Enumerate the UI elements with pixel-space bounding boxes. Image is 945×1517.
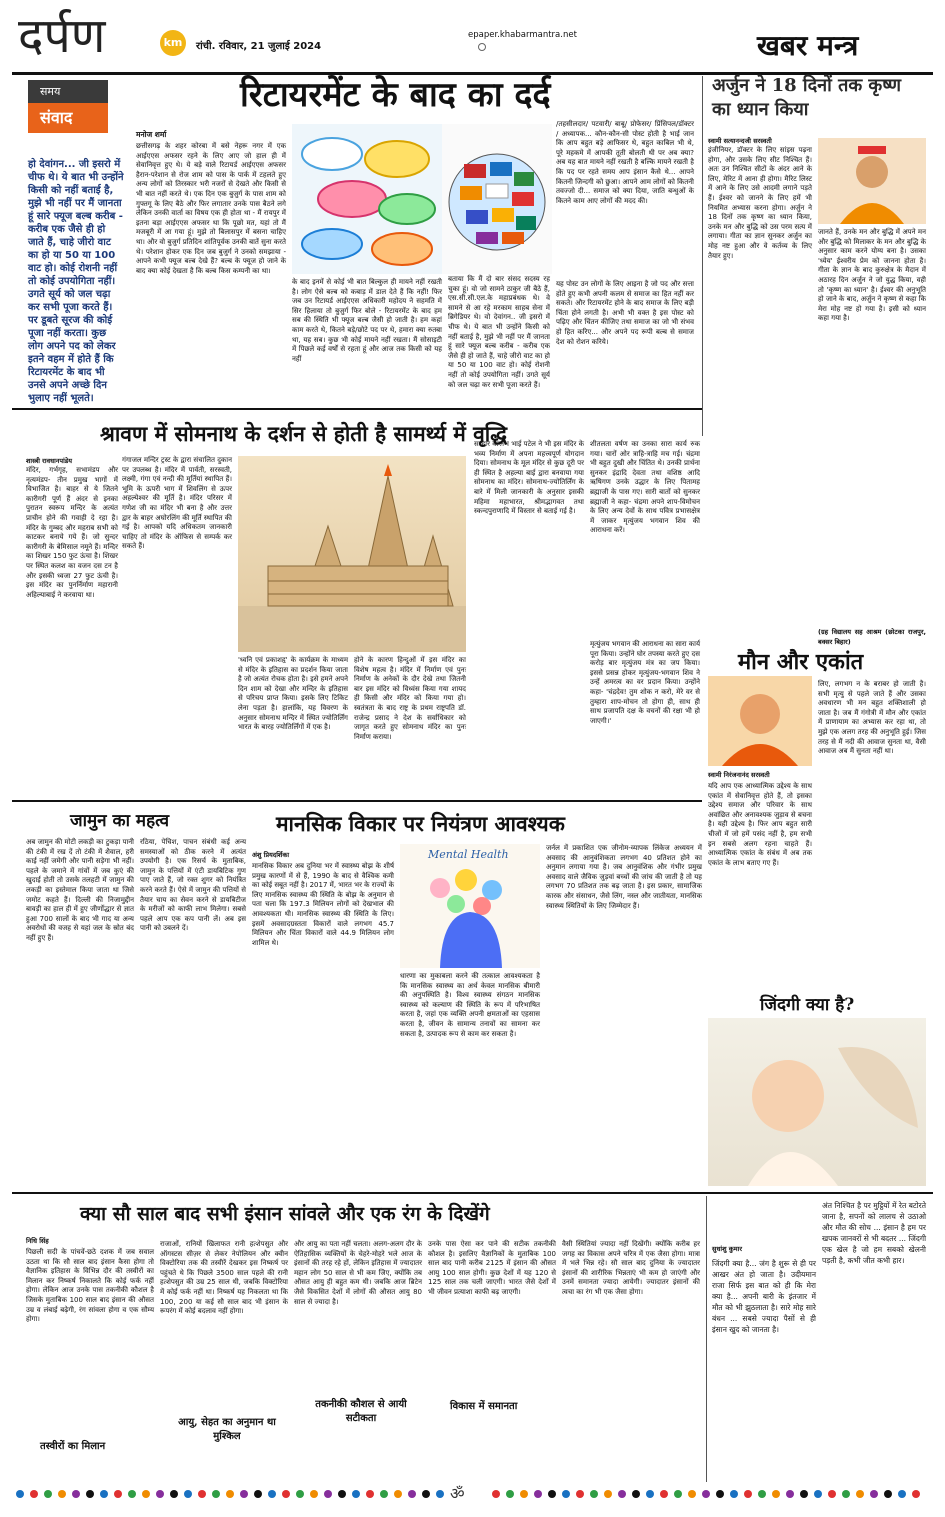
article2-col6: शीतलता वर्षण का उनका सारा कार्य रुक गया। चारों ओर त्राहि-त्राहि मच गई। चंद्रमा भी बहुत दुखी और चिंतित थे। उनकी प्रार्थना सुनकर इंद्रादि देवता तथा वशिष्ठ आदि ऋषिगण उनके उद्धार के लिए पितामह ब्रह्माजी के पास गए। सारी बातों को सुनकर ब्रह्माजी ने कहा- चंद्रमा अपने शाप-विमोचन के लिए अन्य देवों के साथ पवित्र प्रभासक्षेत्र में जाकर मृत्युंजय भगवान शिव की आराधना करें। xyxy=(590,440,700,535)
article2-author: शास्त्री रावधानपांडेय xyxy=(26,457,73,465)
maun-col1: यदि आप एक आध्यात्मिक उद्देश्य के साथ एकांत में सेवानिवृत्त होते हैं, तो इसका उद्देश्य समाज और परिवार के साथ अवांछित और अनावश्यक जुड़ाव से बचना है। यही उद्देश्य है। फिर आप बहुत सारी चीजों में जो हमें पसंद नहीं है, हम सभी इन सबसे अलग रहना चाहते हैं। आध्यात्मिक एकांत के संबंध में अब तक एकांत के लाभ बताए गए हैं। xyxy=(708,782,812,867)
temple-icon xyxy=(238,456,466,652)
footer-dot xyxy=(772,1490,780,1498)
footer-dot xyxy=(604,1490,612,1498)
article1-col3: बताया कि मैं दो बार संसद सदस्य रह चुका हूं। वो जो सामने ठाकुर जी बैठे हैं, एस.सी.सी.एल.के महाप्रबंधक थे। वे सामने से आ रहे मरकाम साहब सेना में ब्रिगेडियर थे। वो देवांगन.. जी इसरो में चीफ थे। ये बात भी उन्होंने किसी को नहीं बताई है, मुझे भी नहीं पर मैं जानता हूं सारे फ्यूज बल्ब करीब - करीब एक जैसे ही हो जाते हैं, चाहे जीरो वाट का हो या 50 या 100 वाट हो। कोई रोशनी नहीं तो कोई उपयोगिता नहीं। उगते सूर्य को जल चढ़ा कर सभी पूजा करते हैं। xyxy=(448,275,550,389)
footer-dot xyxy=(170,1490,178,1498)
article2-col5: सरदार वल्लभ भाई पटेल ने भी इस मंदिर के भव्य निर्माण में अपना महत्त्वपूर्ण योगदान दिया। सोमनाथ के मूल मंदिर से कुछ दूरी पर ही स्थित है अहल्या बाई द्वारा बनवाया गया सोमनाथ का मंदिर। सोमनाथ-ज्योतिर्लिंग के बारे में मिली जानकारी के अनुसार इसकी महिमा महाभारत, श्रीमद्भागवत तथा स्कन्दपुराणादि में विस्तार से बताई गई है। xyxy=(474,440,584,516)
footer-dot xyxy=(590,1490,598,1498)
masthead xyxy=(0,0,945,72)
footer-dot xyxy=(674,1490,682,1498)
footer-dot xyxy=(380,1490,388,1498)
article4-author: निधि सिंह xyxy=(26,1237,49,1245)
footer-dot xyxy=(828,1490,836,1498)
footer-symbol: ॐ xyxy=(450,1484,465,1503)
article2-col1: मंदिर, गर्भगृह, सभामंडप और नृत्यमंडप- तीन प्रमुख भागों में विभाजित है। बाहर से ये जितने कारीगरी पूर्ण हैं अंदर से इनका पुरातन स्वरूप मन्दिर के अत्यंत प्राचीन होने की गवाही दे रहा है। मंदिर के गुम्बद और महराब सभी को काटकर बनाये गये हैं। जो सुन्दर कारीगरी के बेमिसाल नमूने हैं। मन्दिर का शिखर 150 फुट ऊंचा है। शिखर पर स्थित कलश का वजन दस टन है और इसकी ध्वजा 27 फुट ऊंची है। इस मंदिर का पुनर्निर्माण महारानी अहिल्याबाई ने करवाया था। xyxy=(26,466,118,599)
article1-author: मनोज शर्मा xyxy=(136,130,167,139)
footer-dot xyxy=(268,1490,276,1498)
poem-col1: जिंदगी क्या है... जंग है शुरू से ही पर आखर अंत हो जाता है। उदीयमान राजा सिर्फ इस बात को ही कि मेरा क्या है... अपनी बारी के इंतजार में मौत को भी झुठलाता है। सारे मोह सारे बंधन ... सबसे ज्यादा पैसों से ही इंसान खुद को जानता है। xyxy=(712,1259,816,1334)
footer-dot xyxy=(758,1490,766,1498)
zindagi-headline: जिंदगी क्या है? xyxy=(760,995,855,1015)
website-url[interactable]: epaper.khabarmantra.net xyxy=(468,30,577,40)
footer-dot xyxy=(142,1490,150,1498)
footer-dot xyxy=(44,1490,52,1498)
footer-dot xyxy=(408,1490,416,1498)
article1-speech-bubbles-image xyxy=(292,124,442,274)
footer-dot xyxy=(394,1490,402,1498)
portrait-icon xyxy=(818,138,926,224)
decoration-dots xyxy=(468,42,748,52)
footer-dot xyxy=(800,1490,808,1498)
right-top-headline: अर्जुन ने 18 दिनों तक कृष्ण का ध्यान किया xyxy=(712,75,902,120)
footer-dot xyxy=(240,1490,248,1498)
jamun-headline: जामुन का महत्व xyxy=(70,811,170,831)
article4-col1: पिछली सदी के पांचवें-छठे दशक में जब सवाल उठता था कि सौ साल बाद इंसान कैसा होगा तो वैज्ञानिक इतिहास के विभिन्न दौर की तस्वीरों का मिलान कर निष्कर्ष निकालते कि कोई फर्क नहीं होगा। लेकिन आज उनके पास तकनीकी कौशल है जिसके मुताबिक 100 साल बाद इंसान की औसत उम्र व लंबाई बढ़ेगी, रंग सांवला होगा व एक सौम्य होगा। xyxy=(26,1248,154,1324)
baby-photo xyxy=(708,1018,926,1186)
mental-health-image xyxy=(400,844,540,968)
samvad-label: संवाद xyxy=(28,103,108,133)
article4-subhead-2: आयु, सेहत का अनुमान था मुश्किल xyxy=(178,1417,276,1442)
swami-photo xyxy=(818,138,926,224)
footer-dot xyxy=(352,1490,360,1498)
brand-name: खबर मन्त्र xyxy=(757,29,859,62)
article1-col2: के बाद इनमें से कोई भी बात बिल्कुल ही मायने नहीं रखती है। लोग ऐसे बल्ब को कबाड़ में डाल देते हैं कि नहीं! फिर जब उन रिटायर्ड आईएएस अधिकारी महोदय ने सहमति में सिर हिलाया तो बुजुर्ग फिर बोले - रिटायरमेंट के बाद हम सब की स्थिति भी फ्यूज बल्ब जैसी हो जाती है। हम कहां काम करते थे, कितने बड़े/छोटे पद पर थे, हमारा क्या रुतबा था, यह सब। कुछ भी कोई मायने नहीं रखता। मैं सोसाइटी में पिछले कई वर्षों से रहता हूं और आज तक किसी को यह नहीं xyxy=(292,278,442,363)
footer-dot xyxy=(534,1490,542,1498)
footer-dot xyxy=(520,1490,528,1498)
article2-headline: श्रावण में सोमनाथ के दर्शन से होती है सामर्थ्य में वृद्धि xyxy=(100,421,508,446)
footer-dot xyxy=(100,1490,108,1498)
footer-dot xyxy=(86,1490,94,1498)
footer-dot xyxy=(912,1490,920,1498)
article4-col5: वैसी स्थितियां ज्यादा नहीं दिखेंगी। क्योंकि करीब हर जगह का विकास अपने चरित्र में एक जैसा होगा। मात्रा में भले भिन्न रहे। सौ साल बाद दुनिया के ज्यादातर इंसानों की शारीरिक भिन्नताएं भी कम हो जाएंगी और उनमें समानता ज्यादा आयेगी। ज्यादातर इंसानों की त्वचा का रंग भी एक जैसा होगा। xyxy=(562,1240,700,1296)
maun-col2: लिए, लगभग न के बराबर हो जाती है। सभी मृत्यु से पहले जाते हैं और उसका अवधारण भी मन बहुत शक्तिशाली हो जाता है। जब मैं गंगोत्री में मौन और एकांत में प्राणायाम का अभ्यास कर रहा था, तो मुझे एक अलग तरह की अनुभूति हुई। जिस तरह से मैं नदी की आवाज सुनता था, वैसी आवाज अब मैं सुनता नहीं था। xyxy=(818,680,926,756)
portrait-icon xyxy=(708,676,812,766)
article4-subhead-4: विकास में समानता xyxy=(450,1401,518,1412)
article2-col7: मृत्युंजय भगवान की आराधना का सारा कार्य पूरा किया। उन्होंने घोर तपस्या करते हुए दस करोड़ बार मृत्युंजय मंत्र का जप किया। इससे प्रसन्न होकर मृत्युंजय-भगवान शिव ने उन्हें अमरत्व का वर प्रदान किया। उन्होंने कहा- 'चंद्रदेव! तुम शोक न करो, मेरे वर से तुम्हारा शाप-मोचन तो होगा ही, साथ ही साथ प्रजापति दक्ष के वचनों की रक्षा भी हो जाएगी।' xyxy=(590,640,701,725)
footer-dot xyxy=(184,1490,192,1498)
article3-author: अंशु प्रियदर्शिका xyxy=(252,851,290,859)
footer-dot xyxy=(898,1490,906,1498)
column-divider xyxy=(702,76,703,436)
right-top-author: स्वामी सत्यानन्दजी सरस्वती xyxy=(708,137,772,145)
footer-dot xyxy=(156,1490,164,1498)
footer-dot xyxy=(436,1490,444,1498)
footer-dot xyxy=(870,1490,878,1498)
footer-dot xyxy=(632,1490,640,1498)
footer-dot xyxy=(702,1490,710,1498)
footer-dot xyxy=(296,1490,304,1498)
footer-color-bar xyxy=(12,1484,933,1504)
article4-headline: क्या सौ साल बाद सभी इंसान सांवले और एक रंग के दिखेंगे xyxy=(80,1203,490,1225)
right-top-col2: जानते हैं, उनके मन और बुद्धि में अपने मन और बुद्धि को मिलाकर के मन और बुद्धि के अनुसार काम करने योग्य बना है। उसका 'ध्येय' ईश्वरीय प्रेम को जानना होता है। गीता के ज्ञान के बाद कुरुक्षेत्र के मैदान में अठारह दिन अर्जुन ने जो युद्ध किया, वही तो 'कृष्ण का ध्यान' है। ईश्वर की अनुभूति हो जाने के बाद, अर्जुन ने कृष्ण से कहा कि मेरा मोह नष्ट हो गया है। इसी को ध्यान कहा गया है। xyxy=(818,228,926,323)
logo-text: km xyxy=(163,36,183,49)
footer-dot xyxy=(562,1490,570,1498)
footer-dot xyxy=(786,1490,794,1498)
footer-dot xyxy=(366,1490,374,1498)
section-rule-3 xyxy=(12,1192,933,1194)
maun-author: स्वामी निरंजनानंद सरस्वती xyxy=(708,771,770,779)
footer-dot xyxy=(548,1490,556,1498)
footer-dot xyxy=(730,1490,738,1498)
article4-col2: राजाओं, रानियों खिलाफत रानी हत्शेपसुत और ऑगस्टस सीज़र से लेकर नेपोलियन और क्वीन विक्टोरिया तक की तस्वीरें देखकर इस निष्कर्ष पर पहुंचते थे कि पिछले 3500 साल पहले की रानी हत्शेपसुत की उम्र 25 साल थी, जबकि विक्टोरिया में कोई फर्क नहीं था। निष्कर्ष यह निकलता था कि 100, 200 या कई सौ साल बाद भी इंसान के रूपरंग में कोई बदलाव नहीं होगा। xyxy=(160,1240,288,1316)
footer-dot xyxy=(576,1490,584,1498)
footer-dot xyxy=(338,1490,346,1498)
article1-headline: रिटायरमेंट के बाद का दर्द xyxy=(240,75,551,115)
footer-dot xyxy=(72,1490,80,1498)
speech-bubbles-icon xyxy=(292,124,442,274)
article3-col3: जर्नल में प्रकाशित एक जीनोम-व्यापक लिंकेज अध्ययन में अवसाद की आनुवंशिकता लगभग 40 प्रतिशत होने का अनुमान लगाया गया है। जब आनुवंशिक और गंभीर प्रमुख अवसाद वाले जैविक जुड़वां बच्चों की जांच की जाती है तो यह लगभग 70 प्रतिशत तक बढ़ जाता है। इस प्रकार, सामाजिक कारक और संसाधन, जैसे लिंग, नस्ल और जातीयता, मानसिक स्वास्थ्य स्थितियों के लिए जिम्मेदार हैं। xyxy=(546,844,702,910)
footer-dot xyxy=(324,1490,332,1498)
footer-dot xyxy=(884,1490,892,1498)
logo-icon xyxy=(160,30,186,56)
footer-dot xyxy=(646,1490,654,1498)
place-date: रांची. रविवार, 21 जुलाई 2024 xyxy=(196,41,322,52)
article3-col1: मानसिक विकार अब दुनिया भर में स्वास्थ्य बोझ के शीर्ष प्रमुख कारणों में से हैं, 1990 के बाद से वैश्विक कमी का कोई सबूत नहीं है। 2017 में, भारत भर के राज्यों के लिए मानसिक स्वास्थ्य की स्थिति के बोझ के अनुमान से पता चला कि 197.3 मिलियन लोगों को देखभाल की आवश्यकता थी। मानसिक स्वास्थ्य की स्थिति के लिए। इसमें अवसादग्रस्तता विकारों वाले लगभग 45.7 मिलियन और चिंता विकारों वाले 44.9 मिलियन लोग शामिल थे। xyxy=(252,862,394,947)
article1-col1: छत्तीसगढ़ के शहर कोरबा में बसे नेहरू नगर में एक आईएएस अफसर रहने के लिए आए जो हाल ही में सेवानिवृत्त हुए थे। ये बड़े वाले रिटायर्ड आईएएस अफसर हैरान-परेशान से रोज शाम को पास के पार्क में टहलते हुए अन्य लोगों को तिरस्कार भरी नजरों से देखते और किसी से भी बात नहीं करते थे। एक दिन एक बुजुर्ग के पास शाम को गुफ्तगू के लिए बैठे और फिर लगातार उनके पास बैठने लगे लेकिन उनकी वार्ता का विषय एक ही होता था - मैं रायपुर में इतना बड़ा आईएएस अफसर था कि पूछो मत, यहां तो मैं मजबूरी में आ गया हूं। मुझे तो बिलासपुर में बसना चाहिए था। और वो बुजुर्ग प्रतिदिन शांतिपूर्वक उनकी बातें सुना करते थे। परेशान होकर एक दिन जब बुजुर्ग ने उनको समझाया - आपने कभी फ्यूज बल्ब देखे हैं? बल्ब के फ्यूज हो जाने के बाद क्या कोई देखता है कि बल्ब किस कम्पनी का था। xyxy=(136,142,287,275)
footer-dot xyxy=(254,1490,262,1498)
article3-headline: मानसिक विकार पर नियंत्रण आवश्यक xyxy=(276,811,565,836)
footer-dot xyxy=(58,1490,66,1498)
poem-author: सुधांशु कुमार xyxy=(712,1245,742,1253)
footer-dot xyxy=(226,1490,234,1498)
column-divider-2 xyxy=(706,1196,707,1482)
footer-dot xyxy=(422,1490,430,1498)
footer-dot xyxy=(744,1490,752,1498)
footer-dot xyxy=(688,1490,696,1498)
article1-col5: यह पोस्ट उन लोगों के लिए आइना है जो पद और सत्ता होते हुए कभी अपनी कलम से समाज का हित नहीं कर सकते। और रिटायरमेंट होने के बाद समाज के लिए बड़ी चिंता होने लगती है। अभी भी वक्त है इस पोस्ट को पढ़िए और चिंतन कीजिए तथा समाज का जो भी संभव हो हित करिए... और अपने पद रूपी बल्ब से समाज देश को रोशन करिये। xyxy=(556,280,694,346)
section-rule xyxy=(12,408,702,410)
article1-col4: /तहसीलदार/ पटवारी/ बाबू/ प्रोफेसर/ प्रिंसिपल/डॉक्टर / अध्यापक... कौन-कौन-सी पोस्ट होती है भाई जान कि आप बहुत बड़े आफिसर थे, बहुत काबिल भी थे, पूरे महकमे में आपकी तूती बोलती थी पर अब क्या? अब यह बात मायने नहीं रखती है बल्कि मायने रखती है कि पद पर रहते समय आप इंसान कैसे थे... आपने कितनी जिन्दगी को छुआ। आपने आम लोगों को कितनी तवज्जो दी... समाज को क्या दिया, जाति बन्धुओं के कितने काम आए लोगों की मदद की। xyxy=(556,120,694,205)
footer-dot xyxy=(30,1490,38,1498)
article2-col4: होने के कारण हिन्दुओं में इस मंदिर का विशेष महत्व है। मंदिर में निर्माण एवं पुनः निर्माण के अनेकों के दौर देखे तथा जितनी बार इस मंदिर को विध्वंस किया गया शायद ही किसी और मंदिर को किया गया हो। स्वतंत्रता के बाद राष्ट्र के प्रथम राष्ट्रपति डॉ. राजेन्द्र प्रसाद ने देश के सर्वाधिकार को जागृत करते हुए सोमनाथ मंदिर का पुनः निर्माण कराया। xyxy=(354,656,466,741)
baby-icon xyxy=(708,1018,926,1186)
jamun-col2: रठिया, पेचिश, पाचन संबंधी कई अन्य समस्याओं को ठीक करने में अत्यंत उपयोगी है। एक रिसर्च के मुताबिक, जामुन के पत्तियों में एंटी डायबिटिक गुण पाए जाते हैं, जो रक्त शुगर को नियंत्रित करने करते हैं। ऐसे में जामुन की पत्तियों से तैयार चाय का सेवन करने से डायबिटीज के मरीजों को काफी लाभ मिलेगा। सबसे पहले आप एक कप पानी लें। अब इस पानी को उबलने दें। xyxy=(140,838,246,933)
article4-subhead-3: तकनीकी कौशल से आयी सटीकता xyxy=(315,1399,407,1424)
mental-health-label: Mental Health xyxy=(428,848,509,861)
footer-dot xyxy=(114,1490,122,1498)
footer-dot xyxy=(842,1490,850,1498)
maun-headline: मौन और एकांत xyxy=(738,649,864,675)
brain-flowers-icon xyxy=(400,844,540,968)
article2-col3: 'ध्वनि एवं प्रकाशहृ' के कार्यक्रम के माध्यम से मंदिर के इतिहास का प्रदर्शन किया जाता है जो अत्यंत रोचक होता है। इसे हमने अपने दिन शाम को देखा और मन्दिर के इतिहास से परिचय प्राप्त किया। इसके लिए टिकिट लेना पड़ता है। हालांकि, यह विवरण के अनुसार सोमनाथ मन्दिर में स्थित ज्योतिर्लिंग भारत के बारह ज्योतिर्लिंगों में एक है। xyxy=(238,656,348,732)
jamun-col1: अब जामुन की मोटी लकड़ी का टुकड़ा पानी की टंकी में रख दें तो टंकी में शैवाल, हरी काई नहीं जमेगी और पानी सड़ेगा भी नहीं। पहले के जमाने में गांवों में जब कुएं की खुदाई होती तो उसके तलहटी में जामुन की लकड़ी का इस्तेमाल किया जाता था जिसे जमोट कहते हैं। दिल्ली की निजामुद्दीन बावड़ी का हाल ही में हुए जीर्णोद्धार से ज्ञात हुआ 700 सालों के बाद भी गाद या अन्य अवरोधों की वजह से यहां जल के स्रोत बंद नहीं हुए हैं। xyxy=(26,838,134,942)
footer-dot xyxy=(310,1490,318,1498)
color-dots-strip xyxy=(12,1484,933,1504)
footer-dot xyxy=(856,1490,864,1498)
article2-col2: गंगाजल मन्दिर ट्रस्ट के द्वारा संचालित दुकान पर उपलब्ध है। मंदिर में पार्वती, सरस्वती, लक्ष्मी, गंगा एवं नन्दी की मूर्तियां स्थापित हैं। भूमि के ऊपरी भाग में शिवलिंग से ऊपर अहल्येश्वर की मूर्ति है। मंदिर परिसर में गणेश जी का मंदिर भी बना है और उत्तर द्वार के बाहर अघोरलिंग की मूर्ति स्थापित की गई है। आपको यदि अधिकतम जानकारी चाहिए तो मंदिर के ऑफिस से सम्पर्क कर सकते हैं। xyxy=(122,456,232,551)
article4-subhead-1: तस्वीरों का मिलान xyxy=(40,1441,106,1452)
footer-dot xyxy=(506,1490,514,1498)
somnath-temple-photo xyxy=(238,456,466,652)
article4-col3: और आयु का पता नहीं चलता। अलग-अलग दौर के ऐतिहासिक व्यक्तियों के चेहरे-मोहरे भले आज के इंसानों की तरह रहे हों, लेकिन इतिहास में ज्यादातर महान लोग 50 साल से भी कम जिए, क्योंकि तब औसत आयु ही बहुत कम थी। जबकि आज ब्रिटेन जैसे विकसित देशों में लोगों की औसत आयु 80 साल से ज्यादा है। xyxy=(294,1240,422,1306)
samay-label: समय xyxy=(28,80,108,103)
masthead-title: दर्पण xyxy=(18,8,106,64)
footer-dot xyxy=(716,1490,724,1498)
samay-samvad-box xyxy=(28,80,108,130)
section-rule-2 xyxy=(12,800,702,802)
footer-dot xyxy=(128,1490,136,1498)
footer-dot xyxy=(282,1490,290,1498)
footer-dot xyxy=(660,1490,668,1498)
maun-swami-photo xyxy=(708,676,812,766)
footer-dot xyxy=(198,1490,206,1498)
article3-col2: धारणा का मुकाबला करने की तत्काल आवश्यकता है कि मानसिक स्वास्थ्य का अर्थ केवल मानसिक बीमारी की अनुपस्थिति है। विश्व स्वास्थ्य संगठन मानसिक स्वास्थ्य को कल्याण की स्थिति के रूप में परिभाषित करता है, जहां एक व्यक्ति अपनी क्षमताओं का एहसास करता है, जीवन के सामान्य तनावों का सामना कर सकता है, उत्पादक रूप से काम कर सकता है। xyxy=(400,972,540,1038)
article4-col4: उनके पास ऐसा कर पाने की सटीक तकनीकी कौशल है। इसलिए वैज्ञानिकों के मुताबिक 100 साल बाद पानी करीब 2125 में इंसान की औसत आयु 100 साल होगी। कुछ देशों में यह 120 से 125 साल तक चली जाएगी। भारत जैसे देशों में भी जीवन प्रत्याशा काफी बढ़ जाएगी। xyxy=(428,1240,556,1296)
footer-dot xyxy=(618,1490,626,1498)
right-top-footer: (ग्रह विद्यालय सह आश्रम (छोटका राजपुर, बक्सर बिहार) xyxy=(818,628,926,646)
footer-dot xyxy=(212,1490,220,1498)
footer-dot xyxy=(492,1490,500,1498)
right-top-col1: इंजीनियर, डॉक्टर के लिए सांइस पढ़ना होगा, और उसके लिए सीट निश्चित हैं। अतः उन निश्चित सीटों के अंदर आने के लिए, मेरिट में आना ही होगा। मैरिट लिस्ट में आने के लिए उसे आदमी लगाने पड़ते हैं। ईश्वर को जानने के लिए हमें भी नियमित अभ्यास करना होगा। अर्जुन ने 18 दिनों तक कृष्ण का ध्यान किया, उनके मन और बुद्धि को उस परम सत्य में लगाया। गीता का ज्ञान सुनकर अर्जुन का मोह नष्ट हुआ और वे कर्तव्य के लिए तैयार हुए। xyxy=(708,146,812,260)
poem-col2: अंत निश्चित है पर मुट्ठियों में रेत बटोरते जाना है, सपनों को लालच से उठाओ और मौत की सोच ... इंसान है हम पर खपक जानवरों से भी बदतर ... जिंदगी एक खेल है जो हम सबको खेलनी पड़ती है, कभी जीत कभी हार। xyxy=(822,1201,927,1265)
footer-dot xyxy=(814,1490,822,1498)
footer-dot xyxy=(16,1490,24,1498)
left-intro-text: हो देवांगन... जी इसरो में चीफ थे। ये बात भी उन्होंने किसी को नहीं बताई है, मुझे भी नहीं पर मैं जानता हूं सारे फ्यूज बल्ब करीब - करीब एक जैसे ही हो जाते हैं, चाहे जीरो वाट का हो या 50 या 100 वाट हो। कोई रोशनी नहीं तो कोई उपयोगिता नहीं। उगते सूर्य को जल चढ़ा कर सभी पूजा करते हैं। पर डूबते सूरज की कोई पूजा नहीं करता। कुछ लोग अपने पद को लेकर इतने वहम में होते हैं कि रिटायरमेंट के बाद भी उनसे अपने अच्छे दिन भुलाए नहीं भूलते। xyxy=(28,159,124,404)
